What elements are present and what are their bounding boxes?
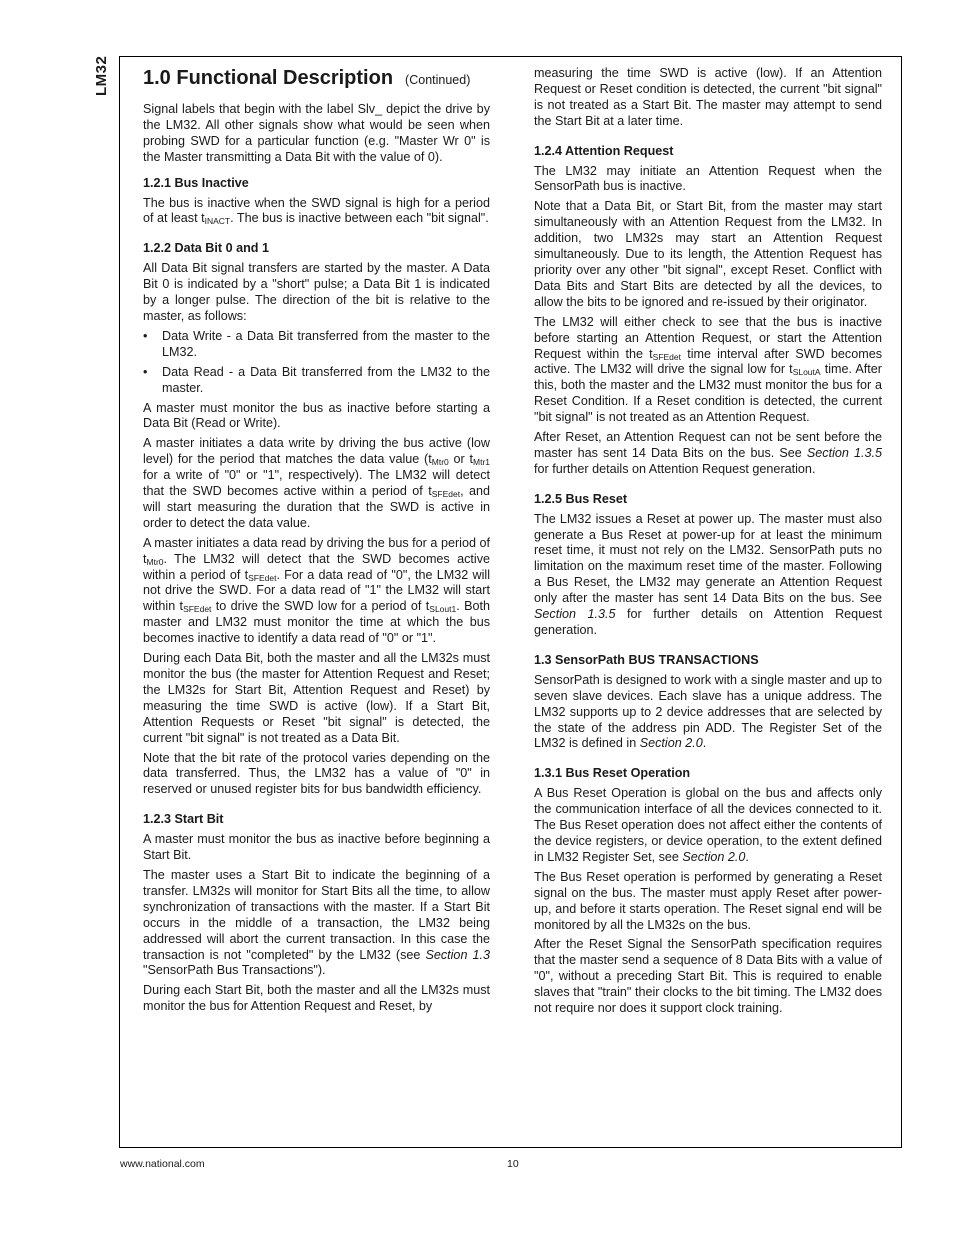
left-column [143, 66, 490, 1019]
paragraph: A Bus Reset Operation is global on the bus and affects only the communication interface of all the devices connected to it. The Bus Reset operation does not affect either the contents of the device registers, or device operation, to the extent defined in LM32 Register Set, see Section 2.0. [534, 786, 882, 864]
section-reference: Section 2.0 [639, 736, 703, 751]
paragraph: Note that the bit rate of the protocol varies depending on the data transferred. Thus, the LM32 has a value of "0" in reserved or unused register bits for bus bandwidth efficiency. [143, 750, 490, 797]
footer-page-number: 10 [507, 1158, 519, 1170]
side-label: LM32 [93, 55, 110, 96]
section-reference: Section 1.3 [425, 947, 490, 962]
paragraph: The bus is inactive when the SWD signal is high for a period of at least $t_{INACT}$. The bus is inactive between each "bit signal". [143, 195, 490, 227]
heading-1-3: 1.3 SensorPath BUS TRANSACTIONS [534, 652, 759, 667]
heading-1-2-3: 1.2.3 Start Bit [143, 812, 224, 827]
section-reference: Section 1.3.5 [534, 607, 616, 622]
title-row [143, 66, 490, 92]
paragraph: SensorPath is designed to work with a single master and up to seven slave devices. Each slave has a unique address. The LM32 supports up to 2 device addresses that are selected by the state of the address pin ADD. The Register Set of the LM32 is defined in Section 2.0. [534, 672, 882, 751]
page-title: 1.0 Functional Description [143, 67, 394, 89]
right-column [534, 66, 882, 1021]
heading-1-2-2: 1.2.2 Data Bit 0 and 1 [143, 241, 269, 256]
paragraph: The LM32 may initiate an Attention Request when the SensorPath bus is inactive. [534, 163, 882, 194]
section-reference: Section 2.0 [682, 849, 746, 864]
paragraph: After the Reset Signal the SensorPath specification requires that the master send a sequence of 8 Data Bits with a value of "0", without a preceding Start Bit. This is required to enable slaves that "train" their clocks to the bit timing. The LM32 does not require nor does it support clock training. [534, 937, 882, 1016]
footer-website: www.national.com [120, 1158, 205, 1170]
paragraph: Note that a Data Bit, or Start Bit, from the master may start simultaneously with an Attention Request from the LM32. In addition, two LM32s may start an Attention Request simultaneously. Due to its length, the Attention Request has priority over any other "bit signal", except Reset. Conflict with Data Bits and Start Bits are detected by all the devices, to allow the bits to be ignored and re-issued by their originator. [534, 199, 882, 309]
heading-1-3-1: 1.3.1 Bus Reset Operation [534, 766, 691, 781]
heading-1-2-5: 1.2.5 Bus Reset [534, 491, 628, 506]
heading-1-2-4: 1.2.4 Attention Request [534, 143, 674, 158]
paragraph: The master uses a Start Bit to indicate the beginning of a transfer. LM32s will monitor for Start Bits all the time, to allow synchronization of transactions with the master. If a Start Bit occurs in the middle of a transaction, the LM32 being addressed will abort the current transaction. In this case the transaction is not "completed" by the LM32 (see Section 1.3 "SensorPath Bus Transactions"). [143, 867, 490, 978]
paragraph: The LM32 issues a Reset at power up. The master must also generate a Bus Reset at power-up for at least the minimum reset time, it must not rely on the LM32. SensorPath puts no limitation on the maximum reset time of the master. Following a Bus Reset, the LM32 may generate an Attention Request only after the master has sent 14 Data Bits on the bus. See Section 1.3.5 for further details on Attention Request generation. [534, 511, 882, 637]
paragraph: During each Start Bit, both the master and all the LM32s must monitor the bus for Attention Request and Reset, by [143, 983, 490, 1014]
paragraph: A master initiates a data read by driving the bus for a period of $t_{Mtr0}$. The LM32 will detect that the SWD becomes active within a period of $t_{SFEdet}$. For a data read of "0", the LM32 will not drive the SWD. For a data read of "1" the LM32 will start within $t_{SFEdet}$ to drive the SWD low for a period of $t_{SLout1}$. Both master and LM32 must monitor the time at which the bus becomes inactive to identify a data read of "0" or "1". [143, 535, 490, 646]
list-item: • Data Write - a Data Bit transferred from the master to the LM32. [143, 329, 490, 361]
paragraph: A master initiates a data write by driving the bus active (low level) for the period that matches the data value ($t_{Mtr0}$ or $t_{Mtr1}$ for a write of "0" or "1", respectively). The LM32 will detect that the SWD becomes active within a period of $t_{SFEdet}$, and will start measuring the duration that the SWD is active in order to detect the data value. [143, 436, 491, 530]
paragraph: After Reset, an Attention Request can not be sent before the master has sent 14 Data Bits on the bus. See Section 1.3.5 for further details on Attention Request generation. [534, 430, 883, 476]
paragraph: The Bus Reset operation is performed by generating a Reset signal on the bus. The master must apply Reset after power-up, and before it starts operation. The Reset signal end will be monitored by all the LM32s on the bus. [534, 869, 882, 932]
bullet-list [143, 329, 490, 397]
paragraph: A master must monitor the bus as inactive before starting a Data Bit (Read or Write). [143, 400, 490, 431]
paragraph: measuring the time SWD is active (low). If an Attention Request or Reset condition is detected, the current "bit signal" is not treated as a Start Bit. The master may attempt to send the Start Bit at a later time. [534, 66, 882, 128]
heading-1-2-1: 1.2.1 Bus Inactive [143, 175, 249, 190]
paragraph: During each Data Bit, both the master and all the LM32s must monitor the bus (the master for Attention Request and Reset; the LM32s for Start Bit, Attention Request and Reset) by measuring the time SWD is active (low). If a Start Bit, Attention Requests or Reset "bit signal" is detected, the current "bit signal" is not treated as a Data Bit. [143, 651, 490, 745]
paragraph: The LM32 will either check to see that the bus is inactive before starting an Attention Request, or start the Attention Request within the $t_{SFEdet}$ time interval after SWD becomes active. The LM32 will drive the signal low for $t_{SLoutA}$ time. After this, both the master and the LM32 must monitor the bus for a Reset Condition. If a Reset condition is detected, the current "bit signal" is not treated as an Attention Request. [534, 314, 882, 425]
paragraph: All Data Bit signal transfers are started by the master. A Data Bit 0 is indicated by a "short" pulse; a Data Bit 1 is indicated by a longer pulse. The direction of the bit is relative to the master, as follows: [143, 261, 490, 323]
paragraph: A master must monitor the bus as inactive before beginning a Start Bit. [143, 832, 490, 863]
intro-paragraph: Signal labels that begin with the label Slv_ depict the drive by the LM32. All other signals show what would be seen when probing SWD for a particular function (e.g. "Master Wr 0" is the Master transmitting a Data Bit with the value of 0). [143, 102, 490, 164]
section-reference: Section 1.3.5 [806, 445, 883, 460]
title-continued: (Continued) [405, 73, 471, 87]
list-item: • Data Read - a Data Bit transferred from the LM32 to the master. [143, 365, 490, 397]
